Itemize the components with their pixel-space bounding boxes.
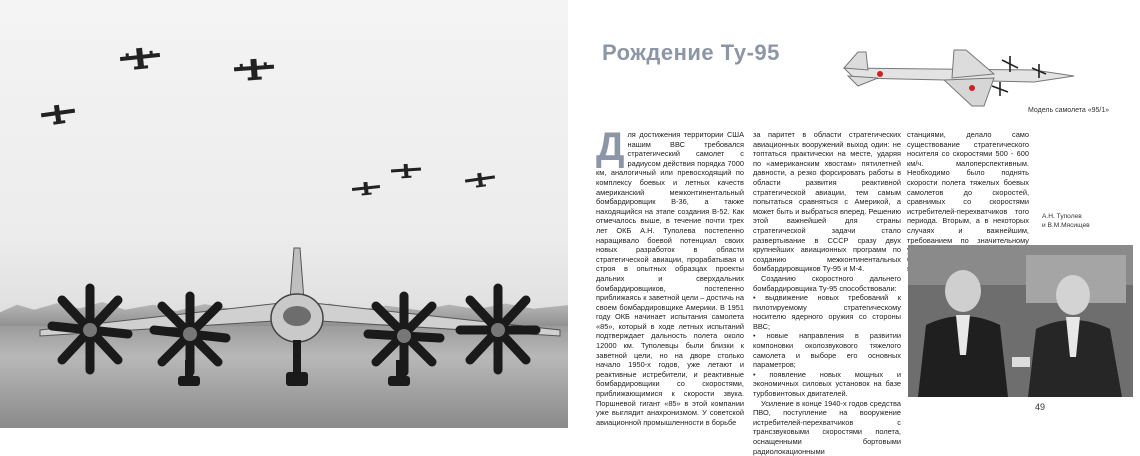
portrait-photo-illustration	[908, 245, 1133, 397]
page-number: 49	[1035, 402, 1046, 412]
photo-caption	[1042, 212, 1134, 230]
paragraph: за паритет в области стратегических авиационных вооружений выход один: не топтаться практически на месте, ударяя по «американским хвостам» пятилетней давности, а резко форсировать работы в области развития реактивной стратегической авиации, тем самым попытаться сравняться с Америкой, а может быть и выбраться вперед. Решению этой важнейшей для страны стратегической задачи стало развертывание в СССР сразу двух крупнейших авиационных программ по созданию межконтинентальных бомбардировщиков Ту-95 и М-4.	[753, 130, 901, 274]
paragraph: Созданию скоростного дальнего бомбардировщика Ту-95 способствовали:	[753, 273, 901, 293]
flying-plane-icon	[40, 46, 496, 196]
caption-line: А.Н. Туполев	[1042, 213, 1082, 220]
text-column-2	[753, 130, 901, 456]
list-item: • выдвижение новых требований к пилотируемому стратегическому носителю ядерного оружия со стороны ВВС;	[753, 293, 901, 331]
caption-line: и В.М.Мясищев	[1042, 222, 1090, 229]
text-page	[572, 0, 1140, 456]
drop-cap: Д	[596, 125, 625, 169]
aircraft-formation-illustration	[0, 0, 568, 428]
tu95-front-view-icon	[40, 248, 560, 386]
text-column-1	[596, 125, 744, 427]
airfield-photo	[0, 0, 568, 428]
tu95-model-photo	[834, 38, 1094, 110]
paragraph: станциями, делало само существование стратегического носителя со скоростями 500 - 600 км/ч. малоперспективным. Необходимо было поднять скорости полета тяжелых боевых самолетов до скоростей, сравнимых со скоростями истребителей-перехватчиков того периода. Вторым, а в некоторых случаях и важнейшим, требованием по значительному	[907, 130, 1029, 245]
paragraph: ля достижения территории США нашим ВВС требовался стратегический самолет с радиусом действия порядка 7000 км, аналогичный или превосходящий по комплексу боевых и летных качеств американский межконтинентальный бомбардировщик В-36, а также находящийся на этапе создания В-52. Как отмечалось выше, в течение почти трех лет ОКБ А.Н. Туполева постепенно наращивало боевой потенциал своих новых разработок в области стратегической авиации, прорабатывая и строя в опытных образцах проекты дальних и сверхдальних бомбардировщиков, постепенно приближаясь к заветной цели – достичь на своем бомбардировщике Америки. В 1951 году ОКБ начинает испытания самолета «85», который в ходе летных испытаний подтверждает дальность полета около 12000 км. Туполевцы были близки к заветной цели, но на дворе столько начало 1950-х годов, уже летают и реактивные истребители, и реактивные бомбардировщики со скоростями, приближающимися к скорости звука. Поршневой гигант «85» в этой компании уже выглядит анахронизмом. У советской авиационной промышленности в борьбе	[596, 130, 744, 427]
list-item: • появление новых мощных и экономичных силовых установок на базе турбовинтовых двигателей.	[753, 369, 901, 399]
paragraph: Усиление в конце 1940-х годов средства ПВО, поступление на вооружение истребителей-перехватчиков с трансзвуковыми скоростями полета, оснащенными бортовыми радиолокационными	[753, 398, 901, 456]
model-caption: Модель самолета «95/1»	[1028, 107, 1110, 114]
tupolev-myasishchev-photo	[908, 245, 1133, 397]
list-item: • новые направления в развитии компоновки околозвукового тяжелого самолета и выборе его основных параметров;	[753, 331, 901, 370]
page-title: Рождение Ту-95	[602, 40, 780, 65]
